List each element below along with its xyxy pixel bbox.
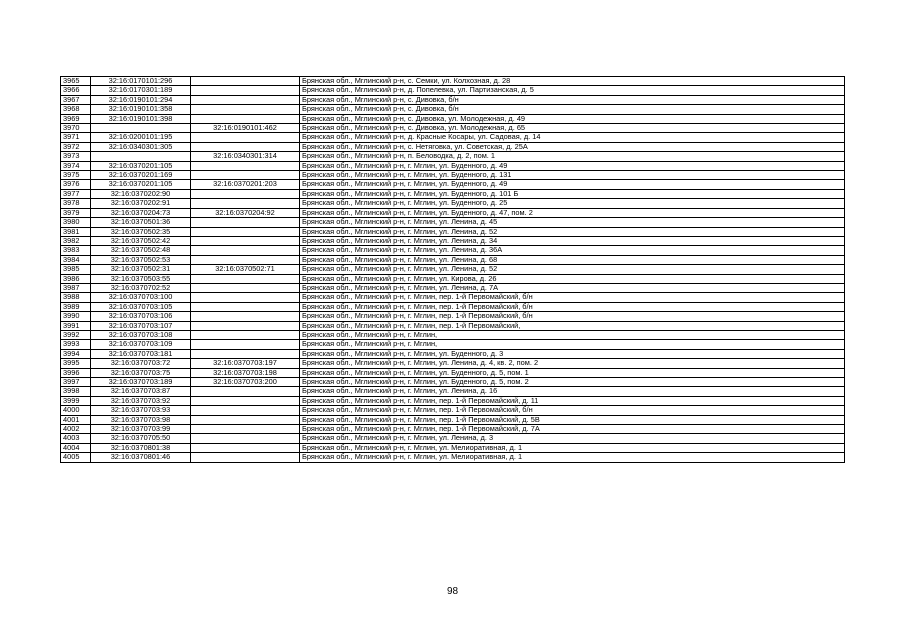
address-cell: Брянская обл., Мглинский р-н, г. Мглин, ул. Ленина, д. 52: [300, 227, 845, 236]
cadastral-number-cell: 32:16:0370703:106: [91, 312, 191, 321]
linked-cadastral-number-cell: [191, 77, 300, 86]
table-row: [61, 415, 845, 424]
table-row: [61, 171, 845, 180]
table-row: [61, 227, 845, 236]
address-cell: Брянская обл., Мглинский р-н, г. Мглин, ул. Буденного, д. 25: [300, 199, 845, 208]
cadastral-number-cell: 32:16:0190101:398: [91, 114, 191, 123]
table-row: [61, 114, 845, 123]
cadastral-number-cell: 32:16:0370201:105: [91, 161, 191, 170]
address-cell: Брянская обл., Мглинский р-н, г. Мглин, ул. Буденного, д. 5, пом. 2: [300, 378, 845, 387]
row-number-cell: 3965: [61, 77, 91, 86]
row-number-cell: 3985: [61, 265, 91, 274]
row-number-cell: 3990: [61, 312, 91, 321]
row-number-cell: 3984: [61, 255, 91, 264]
linked-cadastral-number-cell: [191, 189, 300, 198]
row-number-cell: 3980: [61, 218, 91, 227]
row-number-cell: 3968: [61, 105, 91, 114]
table-row: [61, 368, 845, 377]
linked-cadastral-number-cell: [191, 283, 300, 292]
table-row: [61, 218, 845, 227]
address-cell: Брянская обл., Мглинский р-н, с. Дивовка, ул. Молодежная, д. 65: [300, 124, 845, 133]
row-number-cell: 3971: [61, 133, 91, 142]
table-row: [61, 161, 845, 170]
cadastral-number-cell: 32:16:0370202:91: [91, 199, 191, 208]
address-cell: Брянская обл., Мглинский р-н, г. Мглин, пер. 1-й Первомайский, д. 5В: [300, 415, 845, 424]
table-row: [61, 189, 845, 198]
row-number-cell: 4000: [61, 406, 91, 415]
cadastral-number-cell: 32:16:0370703:100: [91, 293, 191, 302]
address-cell: Брянская обл., Мглинский р-н, с. Дивовка, б/н: [300, 105, 845, 114]
table-row: [61, 86, 845, 95]
linked-cadastral-number-cell: [191, 218, 300, 227]
linked-cadastral-number-cell: [191, 227, 300, 236]
address-cell: Брянская обл., Мглинский р-н, г. Мглин, ул. Кирова, д. 26: [300, 274, 845, 283]
address-cell: Брянская обл., Мглинский р-н, г. Мглин, ул. Ленина, д. 68: [300, 255, 845, 264]
table-row: [61, 378, 845, 387]
table-row: [61, 255, 845, 264]
cadastral-number-cell: 32:16:0370703:108: [91, 330, 191, 339]
table-row: [61, 387, 845, 396]
cadastral-number-cell: 32:16:0370502:35: [91, 227, 191, 236]
row-number-cell: 3988: [61, 293, 91, 302]
table-row: [61, 425, 845, 434]
address-cell: Брянская обл., Мглинский р-н, с. Семки, ул. Колхозная, д. 28: [300, 77, 845, 86]
cadastral-number-cell: 32:16:0370703:87: [91, 387, 191, 396]
row-number-cell: 3986: [61, 274, 91, 283]
address-cell: Брянская обл., Мглинский р-н, г. Мглин, пер. 1-й Первомайский, б/н: [300, 293, 845, 302]
table-row: [61, 133, 845, 142]
linked-cadastral-number-cell: [191, 425, 300, 434]
address-cell: Брянская обл., Мглинский р-н, с. Дивовка, ул. Молодежная, д. 49: [300, 114, 845, 123]
cadastral-number-cell: 32:16:0370703:99: [91, 425, 191, 434]
address-cell: Брянская обл., Мглинский р-н, г. Мглин, ул. Буденного, д. 49: [300, 161, 845, 170]
address-cell: Брянская обл., Мглинский р-н, г. Мглин, пер. 1-й Первомайский, б/н: [300, 302, 845, 311]
cadastral-number-cell: 32:16:0370703:189: [91, 378, 191, 387]
table-row: [61, 453, 845, 462]
table-row: [61, 246, 845, 255]
address-cell: Брянская обл., Мглинский р-н, г. Мглин, ул. Ленина, д. 45: [300, 218, 845, 227]
row-number-cell: 3972: [61, 142, 91, 151]
address-cell: Брянская обл., Мглинский р-н, г. Мглин, пер. 1-й Первомайский, д. 11: [300, 396, 845, 405]
table-row: [61, 180, 845, 189]
row-number-cell: 3995: [61, 359, 91, 368]
cadastral-number-cell: 32:16:0370702:52: [91, 283, 191, 292]
cadastral-number-cell: 32:16:0370801:46: [91, 453, 191, 462]
linked-cadastral-number-cell: 32:16:0370204:92: [191, 208, 300, 217]
cadastral-number-cell: 32:16:0370703:109: [91, 340, 191, 349]
row-number-cell: 4004: [61, 443, 91, 452]
address-cell: Брянская обл., Мглинский р-н, г. Мглин, пер. 1-й Первомайский, б/н: [300, 312, 845, 321]
address-cell: Брянская обл., Мглинский р-н, г. Мглин, ул. Ленина, д. 7А: [300, 283, 845, 292]
address-cell: Брянская обл., Мглинский р-н, г. Мглин, пер. 1-й Первомайский, б/н: [300, 406, 845, 415]
linked-cadastral-number-cell: [191, 312, 300, 321]
table-row: [61, 434, 845, 443]
address-cell: Брянская обл., Мглинский р-н, г. Мглин,: [300, 340, 845, 349]
cadastral-number-cell: 32:16:0190101:358: [91, 105, 191, 114]
table-row: [61, 274, 845, 283]
linked-cadastral-number-cell: [191, 274, 300, 283]
cadastral-number-cell: 32:16:0370703:72: [91, 359, 191, 368]
address-cell: Брянская обл., Мглинский р-н, с. Нетяговка, ул. Советская, д. 25А: [300, 142, 845, 151]
cadastral-number-cell: 32:16:0370501:36: [91, 218, 191, 227]
address-cell: Брянская обл., Мглинский р-н, д. Красные Косары, ул. Садовая, д. 14: [300, 133, 845, 142]
cadastral-number-cell: 32:16:0370503:55: [91, 274, 191, 283]
linked-cadastral-number-cell: 32:16:0370703:200: [191, 378, 300, 387]
address-cell: Брянская обл., Мглинский р-н, г. Мглин, ул. Ленина, д. 34: [300, 236, 845, 245]
linked-cadastral-number-cell: [191, 86, 300, 95]
cadastral-number-cell: 32:16:0370703:105: [91, 302, 191, 311]
table-row: [61, 321, 845, 330]
linked-cadastral-number-cell: [191, 321, 300, 330]
row-number-cell: 3998: [61, 387, 91, 396]
row-number-cell: 3969: [61, 114, 91, 123]
table-row: [61, 293, 845, 302]
table-row: [61, 77, 845, 86]
page-number: 98: [446, 586, 459, 597]
table-row: [61, 283, 845, 292]
row-number-cell: 3987: [61, 283, 91, 292]
linked-cadastral-number-cell: [191, 142, 300, 151]
address-cell: Брянская обл., Мглинский р-н, г. Мглин, ул. Буденного, д. 3: [300, 349, 845, 358]
linked-cadastral-number-cell: [191, 406, 300, 415]
address-cell: Брянская обл., Мглинский р-н, г. Мглин, пер. 1-й Первомайский,: [300, 321, 845, 330]
row-number-cell: 3981: [61, 227, 91, 236]
cadastral-number-cell: 32:16:0370703:181: [91, 349, 191, 358]
linked-cadastral-number-cell: 32:16:0340301:314: [191, 152, 300, 161]
linked-cadastral-number-cell: [191, 105, 300, 114]
row-number-cell: 3989: [61, 302, 91, 311]
address-cell: Брянская обл., Мглинский р-н, г. Мглин, ул. Ленина, д. 3: [300, 434, 845, 443]
cadastral-number-cell: 32:16:0370502:42: [91, 236, 191, 245]
table-row: [61, 312, 845, 321]
linked-cadastral-number-cell: [191, 349, 300, 358]
linked-cadastral-number-cell: [191, 443, 300, 452]
linked-cadastral-number-cell: [191, 133, 300, 142]
address-cell: Брянская обл., Мглинский р-н, г. Мглин,: [300, 330, 845, 339]
cadastral-number-cell: 32:16:0370202:90: [91, 189, 191, 198]
registry-table: [60, 76, 845, 463]
cadastral-number-cell: [91, 124, 191, 133]
address-cell: Брянская обл., Мглинский р-н, г. Мглин, ул. Ленина, д. 16: [300, 387, 845, 396]
table-row: [61, 142, 845, 151]
row-number-cell: 3977: [61, 189, 91, 198]
row-number-cell: 3997: [61, 378, 91, 387]
linked-cadastral-number-cell: [191, 330, 300, 339]
linked-cadastral-number-cell: [191, 340, 300, 349]
cadastral-number-cell: 32:16:0340301:305: [91, 142, 191, 151]
row-number-cell: 3994: [61, 349, 91, 358]
table-row: [61, 443, 845, 452]
linked-cadastral-number-cell: [191, 161, 300, 170]
row-number-cell: 4003: [61, 434, 91, 443]
linked-cadastral-number-cell: [191, 302, 300, 311]
address-cell: Брянская обл., Мглинский р-н, г. Мглин, ул. Ленина, д. 4, кв. 2, пом. 2: [300, 359, 845, 368]
table-row: [61, 396, 845, 405]
linked-cadastral-number-cell: [191, 246, 300, 255]
linked-cadastral-number-cell: 32:16:0190101:462: [191, 124, 300, 133]
cadastral-number-cell: 32:16:0370201:169: [91, 171, 191, 180]
row-number-cell: 3966: [61, 86, 91, 95]
linked-cadastral-number-cell: [191, 199, 300, 208]
row-number-cell: 3978: [61, 199, 91, 208]
cadastral-number-cell: 32:16:0370801:38: [91, 443, 191, 452]
row-number-cell: 3974: [61, 161, 91, 170]
row-number-cell: 3973: [61, 152, 91, 161]
address-cell: Брянская обл., Мглинский р-н, с. Дивовка, б/н: [300, 95, 845, 104]
row-number-cell: 3982: [61, 236, 91, 245]
address-cell: Брянская обл., Мглинский р-н, д. Попелевка, ул. Партизанская, д. 5: [300, 86, 845, 95]
table-row: [61, 406, 845, 415]
row-number-cell: 4001: [61, 415, 91, 424]
row-number-cell: 3993: [61, 340, 91, 349]
address-cell: Брянская обл., Мглинский р-н, г. Мглин, ул. Буденного, д. 49: [300, 180, 845, 189]
linked-cadastral-number-cell: [191, 95, 300, 104]
cadastral-number-cell: 32:16:0370502:48: [91, 246, 191, 255]
cadastral-number-cell: [91, 152, 191, 161]
address-cell: Брянская обл., Мглинский р-н, г. Мглин, ул. Ленина, д. 36А: [300, 246, 845, 255]
cadastral-number-cell: 32:16:0200101:195: [91, 133, 191, 142]
address-cell: Брянская обл., Мглинский р-н, г. Мглин, ул. Мелиоративная, д. 1: [300, 443, 845, 452]
linked-cadastral-number-cell: [191, 387, 300, 396]
row-number-cell: 3996: [61, 368, 91, 377]
linked-cadastral-number-cell: [191, 453, 300, 462]
address-cell: Брянская обл., Мглинский р-н, г. Мглин, ул. Буденного, д. 131: [300, 171, 845, 180]
linked-cadastral-number-cell: [191, 293, 300, 302]
linked-cadastral-number-cell: [191, 255, 300, 264]
cadastral-number-cell: 32:16:0190101:294: [91, 95, 191, 104]
linked-cadastral-number-cell: [191, 171, 300, 180]
address-cell: Брянская обл., Мглинский р-н, п. Беловодка, д. 2, пом. 1: [300, 152, 845, 161]
table-row: [61, 330, 845, 339]
linked-cadastral-number-cell: 32:16:0370502:71: [191, 265, 300, 274]
row-number-cell: 3991: [61, 321, 91, 330]
address-cell: Брянская обл., Мглинский р-н, г. Мглин, ул. Буденного, д. 101 Б: [300, 189, 845, 198]
table-row: [61, 105, 845, 114]
linked-cadastral-number-cell: [191, 236, 300, 245]
table-row: [61, 265, 845, 274]
address-cell: Брянская обл., Мглинский р-н, г. Мглин, ул. Мелиоративная, д. 1: [300, 453, 845, 462]
address-cell: Брянская обл., Мглинский р-н, г. Мглин, ул. Ленина, д. 52: [300, 265, 845, 274]
cadastral-number-cell: 32:16:0370502:31: [91, 265, 191, 274]
table-row: [61, 208, 845, 217]
address-cell: Брянская обл., Мглинский р-н, г. Мглин, пер. 1-й Первомайский, д. 7А: [300, 425, 845, 434]
linked-cadastral-number-cell: 32:16:0370703:197: [191, 359, 300, 368]
row-number-cell: 3975: [61, 171, 91, 180]
linked-cadastral-number-cell: [191, 434, 300, 443]
row-number-cell: 3983: [61, 246, 91, 255]
table-row: [61, 359, 845, 368]
table-row: [61, 236, 845, 245]
table-row: [61, 349, 845, 358]
linked-cadastral-number-cell: [191, 114, 300, 123]
address-cell: Брянская обл., Мглинский р-н, г. Мглин, ул. Буденного, д. 5, пом. 1: [300, 368, 845, 377]
table-row: [61, 199, 845, 208]
cadastral-number-cell: 32:16:0370502:53: [91, 255, 191, 264]
linked-cadastral-number-cell: [191, 415, 300, 424]
row-number-cell: 3999: [61, 396, 91, 405]
registry-table-body: [61, 77, 845, 463]
cadastral-number-cell: 32:16:0170101:296: [91, 77, 191, 86]
row-number-cell: 3976: [61, 180, 91, 189]
linked-cadastral-number-cell: 32:16:0370201:203: [191, 180, 300, 189]
cadastral-number-cell: 32:16:0370201:105: [91, 180, 191, 189]
cadastral-number-cell: 32:16:0370204:73: [91, 208, 191, 217]
table-row: [61, 340, 845, 349]
table-row: [61, 302, 845, 311]
cadastral-number-cell: 32:16:0370703:107: [91, 321, 191, 330]
cadastral-number-cell: 32:16:0370703:92: [91, 396, 191, 405]
cadastral-number-cell: 32:16:0370703:98: [91, 415, 191, 424]
linked-cadastral-number-cell: 32:16:0370703:198: [191, 368, 300, 377]
cadastral-number-cell: 32:16:0170301:189: [91, 86, 191, 95]
row-number-cell: 4005: [61, 453, 91, 462]
row-number-cell: 3967: [61, 95, 91, 104]
row-number-cell: 4002: [61, 425, 91, 434]
row-number-cell: 3992: [61, 330, 91, 339]
cadastral-number-cell: 32:16:0370703:93: [91, 406, 191, 415]
linked-cadastral-number-cell: [191, 396, 300, 405]
row-number-cell: 3979: [61, 208, 91, 217]
cadastral-number-cell: 32:16:0370703:75: [91, 368, 191, 377]
row-number-cell: 3970: [61, 124, 91, 133]
table-row: [61, 152, 845, 161]
cadastral-number-cell: 32:16:0370705:50: [91, 434, 191, 443]
table-row: [61, 124, 845, 133]
table-row: [61, 95, 845, 104]
address-cell: Брянская обл., Мглинский р-н, г. Мглин, ул. Буденного, д. 47, пом. 2: [300, 208, 845, 217]
